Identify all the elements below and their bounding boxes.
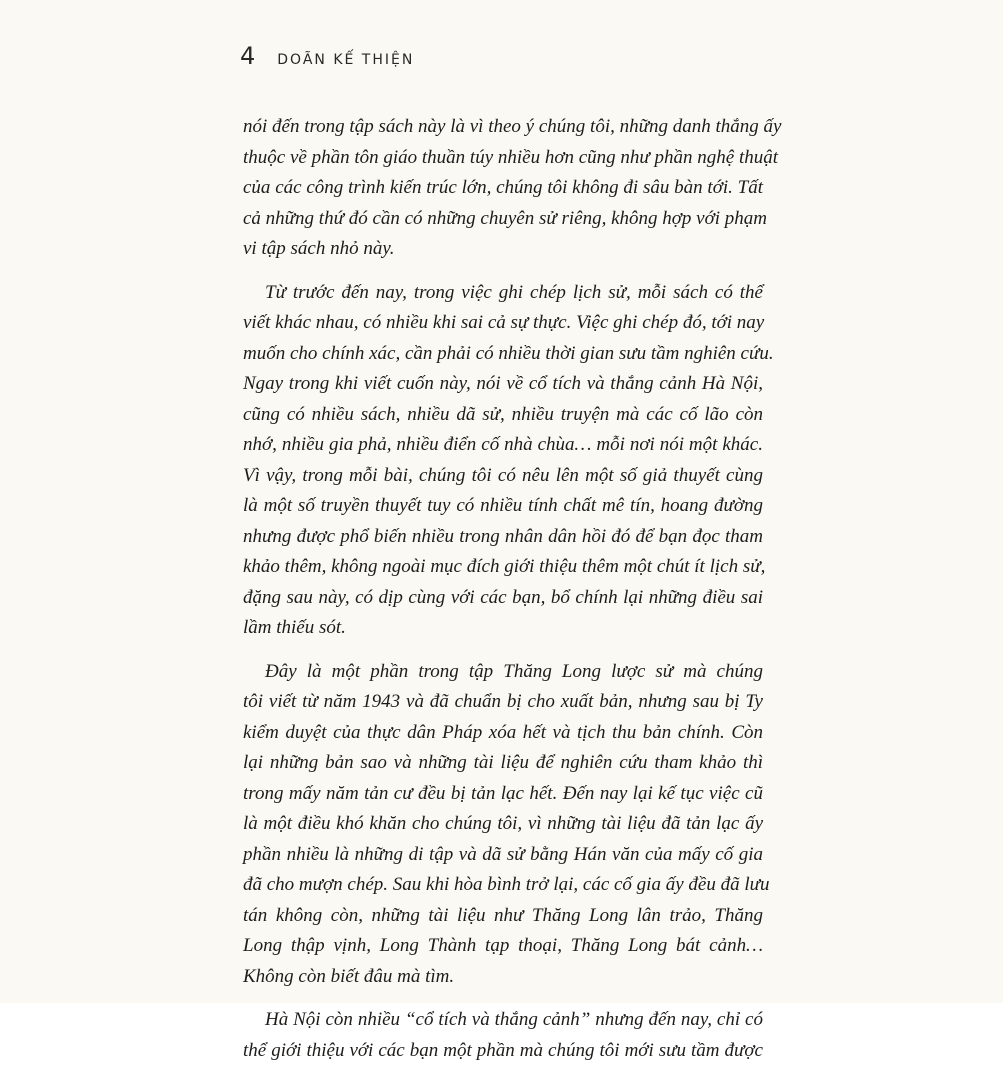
text-line: nhớ, nhiều gia phả, nhiều điển cố nhà chùa… mỗi nơi nói một khác.	[243, 434, 763, 455]
paragraph	[243, 112, 782, 265]
page-number: 4	[240, 42, 256, 70]
text-line: khảo thêm, không ngoài mục đích giới thiệu thêm một chút ít lịch sử,	[243, 556, 766, 577]
text-line: của các công trình kiến trúc lớn, chúng tôi không đi sâu bàn tới. Tất	[243, 177, 763, 198]
text-line: Không còn biết đâu mà tìm.	[243, 965, 455, 987]
text-line: lại những bản sao và những tài liệu để nghiên cứu tham khảo thì	[243, 752, 763, 773]
text-line: nói đến trong tập sách này là vì theo ý chúng tôi, những danh thắng ấy	[243, 116, 782, 137]
text-line: kiểm duyệt của thực dân Pháp xóa hết và tịch thu bản chính. Còn	[243, 721, 763, 743]
text-line: đặng sau này, có dịp cùng với các bạn, bổ chính lại những điều sai	[243, 586, 763, 608]
paragraph	[243, 657, 770, 993]
text-line: là một điều khó khăn cho chúng tôi, vì những tài liệu đã tản lạc ấy	[243, 813, 763, 834]
text-line: cả những thứ đó cần có những chuyên sử riêng, không hợp với phạm	[243, 207, 767, 229]
text-line: Ngay trong khi viết cuốn này, nói về cổ tích và thắng cảnh Hà Nội,	[243, 373, 763, 394]
text-line: Hà Nội còn nhiều “cổ tích và thắng cảnh” nhưng đến nay, chỉ có	[265, 1009, 763, 1030]
text-line: vi tập sách nhỏ này.	[243, 238, 395, 259]
text-line: Từ trước đến nay, trong việc ghi chép lịch sử, mỗi sách có thể	[265, 281, 763, 303]
text-line: viết khác nhau, có nhiều khi sai cả sự thực. Việc ghi chép đó, tới nay	[243, 312, 765, 333]
text-line: trong mấy năm tản cư đều bị tản lạc hết. Đến nay lại kế tục việc cũ	[243, 782, 763, 804]
text-line: thuộc về phần tôn giáo thuần túy nhiều hơn cũng như phần nghệ thuật	[243, 146, 779, 168]
text-line: tán không còn, những tài liệu như Thăng Long lân trảo, Thăng	[243, 904, 763, 926]
text-line: đã cho mượn chép. Sau khi hòa bình trở lại, các cố gia ấy đều đã lưu	[243, 874, 770, 895]
author-name: DOÃN KẾ THIỆN	[277, 52, 415, 68]
paragraph	[243, 1005, 763, 1066]
running-header	[240, 42, 414, 82]
text-line: Long thập vịnh, Long Thành tạp thoại, Thăng Long bát cảnh…	[243, 935, 763, 956]
text-line: là một số truyền thuyết tuy có nhiều tính chất mê tín, hoang đường	[243, 495, 763, 516]
paragraph	[243, 278, 774, 644]
text-line: phần nhiều là những di tập và dã sử bằng Hán văn của mấy cố gia	[243, 843, 763, 865]
text-line: muốn cho chính xác, cần phải có nhiều thời gian sưu tầm nghiên cứu.	[243, 342, 774, 364]
text-line: thể giới thiệu với các bạn một phần mà chúng tôi mới sưu tầm được	[243, 1039, 763, 1061]
text-line: Vì vậy, trong mỗi bài, chúng tôi có nêu lên một số giả thuyết cùng	[243, 464, 763, 486]
text-line: cũng có nhiều sách, nhiều dã sử, nhiều truyện mà các cố lão còn	[243, 403, 763, 425]
text-line: Đây là một phần trong tập Thăng Long lược sử mà chúng	[265, 660, 763, 682]
text-line: lầm thiếu sót.	[243, 617, 346, 638]
text-line: tôi viết từ năm 1943 và đã chuẩn bị cho xuất bản, nhưng sau bị Ty	[243, 691, 763, 712]
body-text	[243, 112, 782, 1079]
text-line: nhưng được phổ biến nhiều trong nhân dân hồi đó để bạn đọc tham	[243, 525, 763, 547]
